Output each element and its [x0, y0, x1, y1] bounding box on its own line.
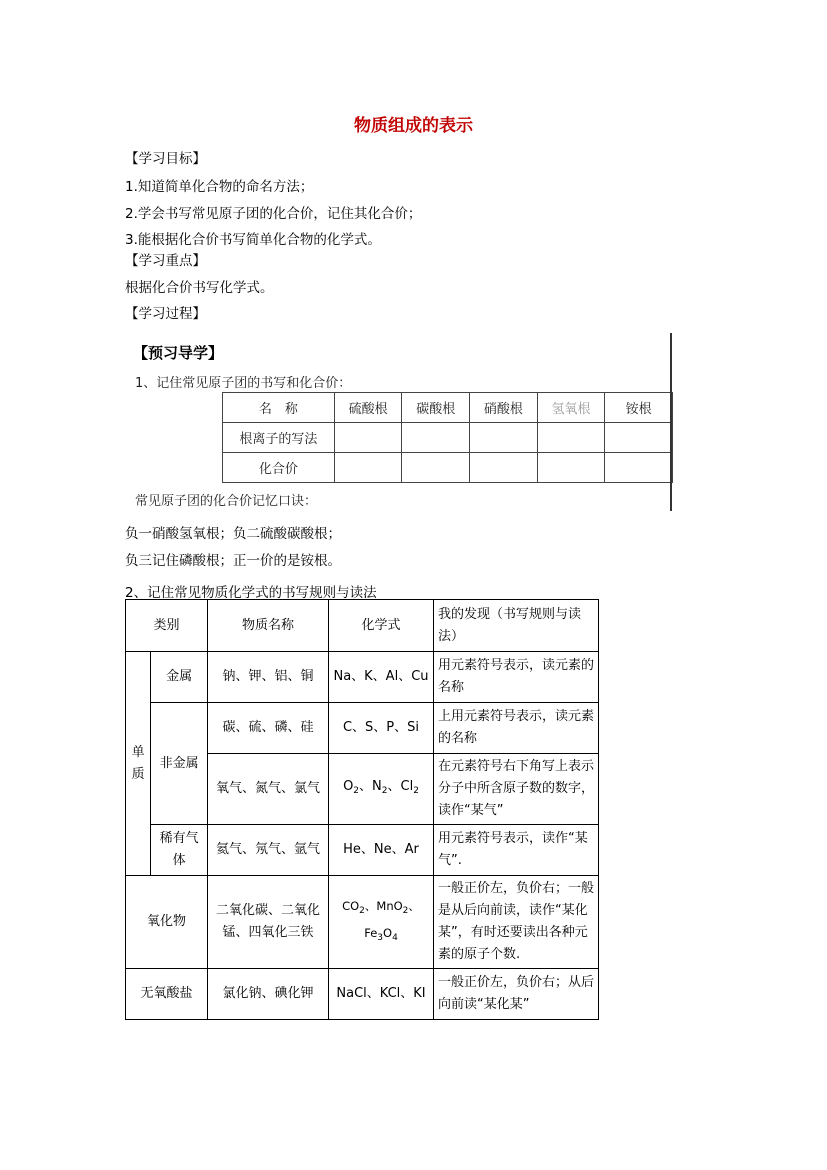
radical-header-nitrate: 硝酸根	[470, 393, 538, 423]
rule-metal: 用元素符号表示，读元素的名称	[434, 652, 599, 703]
radical-header-hydroxide: 氢氧根	[537, 393, 605, 423]
table-row	[126, 969, 599, 1020]
rule-nonmetal-solid: 上用元素符号表示，读元素的名称	[434, 703, 599, 754]
formula-nonmetal-gas: $O_2$、$N_2$、$Cl_2$	[329, 754, 434, 825]
formula-noble-gas: He、Ne、Ar	[329, 825, 434, 876]
table-row	[223, 423, 673, 453]
names-nonmetal-gas: 氧气、氮气、氯气	[208, 754, 329, 825]
table-row	[126, 703, 599, 754]
category-anaerobic-salt: 无氧酸盐	[126, 969, 208, 1020]
rule-nonmetal-gas: 在元素符号右下角写上表示分子中所含原子数的数字，读作“某气”	[434, 754, 599, 825]
header-formula: 化学式	[329, 600, 434, 652]
blank-cell[interactable]	[470, 423, 538, 453]
names-anaerobic-salt: 氯化钠、碘化钾	[208, 969, 329, 1020]
names-oxide: 二氧化碳、二氧化锰、四氧化三铁	[208, 876, 329, 969]
objective-1: 1.知道简单化合物的命名方法；	[125, 179, 314, 195]
radical-table-header	[223, 393, 673, 423]
names-noble-gas: 氦气、氖气、氩气	[208, 825, 329, 876]
focus-text: 根据化合价书写化学式。	[125, 280, 274, 296]
header-category: 类别	[126, 600, 208, 652]
rule-oxide: 一般正价左，负价右；一般是从后向前读，读作“某化某”，有时还要读出各种元素的原子个数.	[434, 876, 599, 969]
mnemonic-1: 负一硝酸氢氧根；负二硫酸碳酸根；	[125, 526, 341, 542]
blank-cell[interactable]	[402, 423, 470, 453]
formula-anaerobic-salt: NaCl、KCl、KI	[329, 969, 434, 1020]
radical-table	[222, 392, 673, 483]
blank-cell[interactable]	[334, 423, 402, 453]
blank-cell[interactable]	[537, 423, 605, 453]
preview-heading: 【预习导学】	[133, 344, 224, 362]
divider	[670, 333, 672, 511]
page-title: 物质组成的表示	[354, 116, 473, 136]
radical-header-name: 名 称	[223, 393, 335, 423]
header-findings: 我的发现（书写规则与读法）	[434, 600, 599, 652]
category-nonmetal: 非金属	[151, 703, 208, 825]
rule-anaerobic-salt: 一般正价左，负价右；从后向前读“某化某”	[434, 969, 599, 1020]
radical-row-formula-label: 根离子的写法	[223, 423, 335, 453]
objective-3: 3.能根据化合价书写简单化合物的化学式。	[125, 232, 381, 248]
process-heading: 【学习过程】	[125, 306, 206, 322]
formula-oxide: $CO_2$、MnO$_2$、$Fe_3O_4$	[329, 876, 434, 969]
blank-cell[interactable]	[402, 453, 470, 483]
names-metal: 钠、钾、铝、铜	[208, 652, 329, 703]
blank-cell[interactable]	[334, 453, 402, 483]
category-oxide: 氧化物	[126, 876, 208, 969]
radical-header-sulfate: 硫酸根	[334, 393, 402, 423]
names-nonmetal-solid: 碳、硫、磷、硅	[208, 703, 329, 754]
radical-row-valence-label: 化合价	[223, 453, 335, 483]
focus-heading: 【学习重点】	[125, 253, 206, 269]
question-2: 2、记住常见物质化学式的书写规则与读法	[125, 585, 377, 601]
header-substance-name: 物质名称	[208, 600, 329, 652]
table-row	[126, 825, 599, 876]
objectives-heading: 【学习目标】	[125, 151, 206, 167]
preview-section	[125, 332, 673, 512]
radical-header-carbonate: 碳酸根	[402, 393, 470, 423]
preview-question-1: 1、记住常见原子团的书写和化合价：	[135, 376, 352, 391]
objective-2: 2.学会书写常见原子团的化合价，记住其化合价；	[125, 206, 422, 222]
formula-metal: Na、K、Al、Cu	[329, 652, 434, 703]
formula-nonmetal-solid: C、S、P、Si	[329, 703, 434, 754]
blank-cell[interactable]	[470, 453, 538, 483]
radical-header-ammonium: 铵根	[605, 393, 673, 423]
table-row	[126, 876, 599, 969]
table-row	[126, 652, 599, 703]
category-metal: 金属	[151, 652, 208, 703]
category-noble-gas: 稀有气体	[151, 825, 208, 876]
table-row	[223, 453, 673, 483]
memo-label: 常见原子团的化合价记忆口诀：	[135, 494, 318, 509]
blank-cell[interactable]	[605, 453, 673, 483]
rule-noble-gas: 用元素符号表示，读作“某气”.	[434, 825, 599, 876]
blank-cell[interactable]	[537, 453, 605, 483]
mnemonic-2: 负三记住磷酸根；正一价的是铵根。	[125, 553, 341, 569]
group-elemental: 单质	[126, 652, 151, 876]
formula-rules-table	[125, 599, 599, 1020]
table-header-row	[126, 600, 599, 652]
blank-cell[interactable]	[605, 423, 673, 453]
